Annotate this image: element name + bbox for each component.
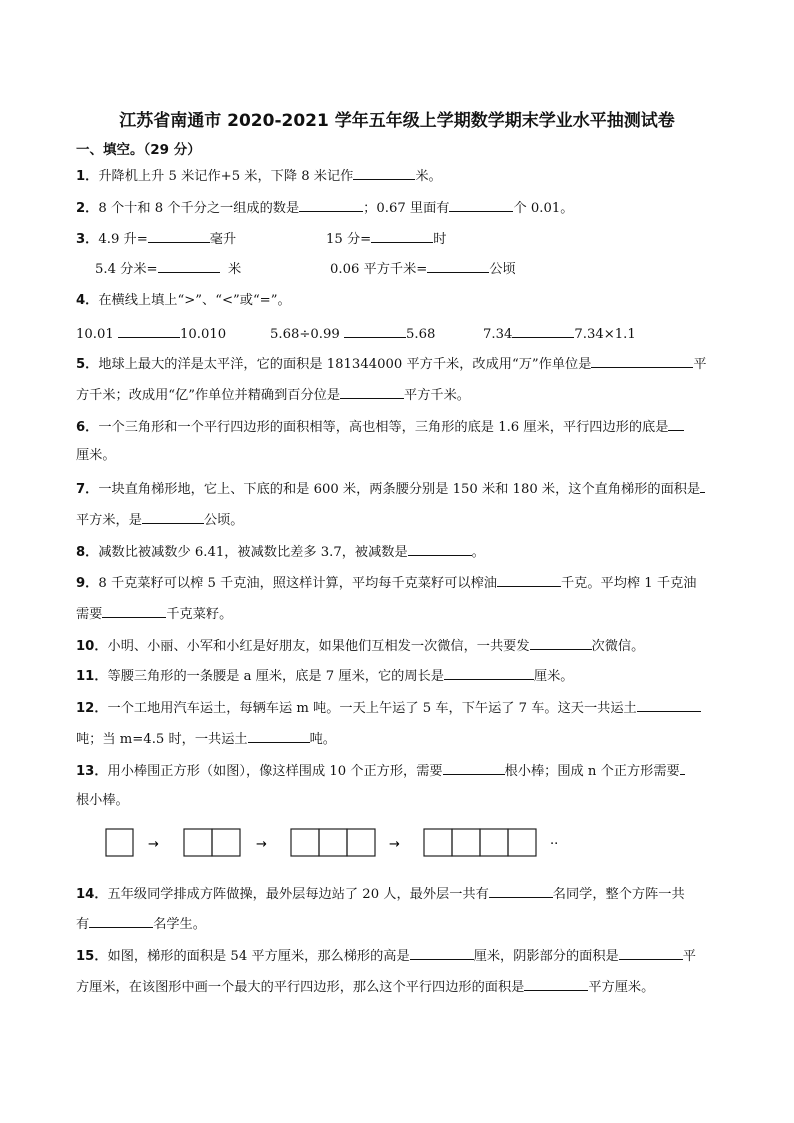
question-4-compare-3 bbox=[483, 324, 636, 344]
stick-squares-figure bbox=[104, 826, 584, 862]
answer-blank[interactable] bbox=[512, 324, 574, 338]
compare-right: 7.34×1.1 bbox=[574, 327, 636, 342]
question-text: 等腰三角形的一条腰是 a 厘米，底是 7 厘米，它的周长是 bbox=[107, 669, 444, 684]
answer-blank[interactable] bbox=[340, 385, 404, 399]
question-text: ；0.67 里面有 bbox=[363, 201, 450, 216]
question-text: 厘米。 bbox=[533, 669, 574, 684]
question-text: 一个三角形和一个平行四边形的面积相等，高也相等，三角形的底是 1.6 厘米，平行四边形的底是 bbox=[98, 420, 669, 435]
compare-right: 10.010 bbox=[179, 327, 227, 342]
question-text: 8 千克菜籽可以榨 5 千克油，照这样计算，平均每千克菜籽可以榨油 bbox=[98, 576, 497, 591]
question-number: 12． bbox=[76, 701, 108, 716]
square-stage-1 bbox=[106, 829, 133, 856]
question-text: 厘米，阴影部分的面积是 bbox=[473, 949, 619, 964]
question-text: 8 个十和 8 个千分之一组成的数是 bbox=[98, 201, 300, 216]
question-text: 平 bbox=[682, 949, 696, 964]
answer-blank[interactable] bbox=[371, 229, 433, 243]
question-11 bbox=[76, 666, 573, 686]
question-text: 时 bbox=[433, 232, 447, 247]
answer-blank[interactable] bbox=[148, 229, 210, 243]
answer-blank[interactable] bbox=[497, 573, 561, 587]
answer-blank[interactable] bbox=[591, 354, 693, 368]
answer-blank[interactable] bbox=[680, 761, 685, 775]
answer-blank[interactable] bbox=[427, 259, 489, 273]
question-text: 需要 bbox=[76, 607, 103, 622]
compare-left: 7.34 bbox=[483, 327, 513, 342]
question-text: 次微信。 bbox=[591, 639, 645, 654]
answer-blank[interactable] bbox=[353, 166, 415, 180]
answer-blank[interactable] bbox=[619, 946, 683, 960]
question-text: 地球上最大的洋是太平洋，它的面积是 181344000 平方千米，改成用“万”作单位是 bbox=[98, 357, 592, 372]
question-text: 方厘米，在该图形中画一个最大的平行四边形，那么这个平行四边形的面积是 bbox=[76, 980, 525, 995]
answer-blank[interactable] bbox=[489, 884, 553, 898]
question-number: 9． bbox=[76, 576, 99, 591]
question-number: 8． bbox=[76, 545, 99, 560]
question-text: 五年级同学排成方阵做操，最外层每边站了 20 人，最外层一共有 bbox=[107, 887, 489, 902]
answer-blank[interactable] bbox=[89, 914, 153, 928]
question-number: 13． bbox=[76, 764, 108, 779]
question-text: 千克。平均榨 1 千克油 bbox=[560, 576, 697, 591]
compare-right: 5.68 bbox=[405, 327, 436, 342]
answer-blank[interactable] bbox=[410, 946, 474, 960]
square-stage-3c bbox=[347, 829, 375, 856]
question-text: 名学生。 bbox=[153, 917, 206, 932]
question-text: 公顷。 bbox=[203, 513, 244, 528]
arrow-icon: → bbox=[256, 837, 267, 852]
question-number: 11． bbox=[76, 669, 108, 684]
answer-blank[interactable] bbox=[248, 729, 310, 743]
question-text: 平方米，是 bbox=[76, 513, 142, 528]
arrow-icon: → bbox=[389, 837, 400, 852]
question-10 bbox=[76, 636, 644, 656]
question-5 bbox=[76, 354, 707, 374]
answer-blank[interactable] bbox=[142, 510, 204, 524]
question-15-cont bbox=[76, 977, 654, 997]
answer-blank[interactable] bbox=[299, 198, 363, 212]
question-number: 10． bbox=[76, 639, 108, 654]
question-text: 平方千米。 bbox=[404, 388, 470, 403]
question-text: 厘米。 bbox=[76, 448, 116, 463]
question-text: 减数比被减数少 6.41，被减数比差多 3.7，被减数是 bbox=[98, 545, 408, 560]
exam-title: 江苏省南通市 2020-2021 学年五年级上学期数学期末学业水平抽测试卷 bbox=[119, 111, 675, 131]
question-text: 在横线上填上“>”、“<”或“=”。 bbox=[98, 293, 291, 308]
square-stage-4c bbox=[480, 829, 508, 856]
question-6 bbox=[76, 417, 684, 437]
section-fill-in: 一、填空。（29 分） bbox=[76, 142, 201, 158]
question-text: 吨；当 m=4.5 时，一共运土 bbox=[76, 732, 248, 747]
question-text: 一个工地用汽车运土，每辆车运 m 吨。一天上午运了 5 车，下午运了 7 车。这天一共运土 bbox=[107, 701, 637, 716]
question-9-cont bbox=[76, 604, 232, 624]
question-number: 1． bbox=[76, 169, 99, 184]
question-3-item-d bbox=[330, 259, 516, 279]
question-7 bbox=[76, 479, 705, 499]
question-3-item-b bbox=[326, 229, 446, 249]
question-text: 千克菜籽。 bbox=[166, 607, 233, 622]
question-4 bbox=[76, 292, 291, 310]
question-text: 毫升 bbox=[209, 232, 237, 247]
question-text: 平方厘米。 bbox=[588, 980, 655, 995]
question-text: 名同学，整个方阵一共 bbox=[552, 887, 685, 902]
question-9 bbox=[76, 573, 696, 593]
answer-blank[interactable] bbox=[344, 324, 406, 338]
question-3-row-2 bbox=[95, 259, 241, 279]
square-stage-3b bbox=[319, 829, 347, 856]
question-2 bbox=[76, 198, 573, 218]
answer-blank[interactable] bbox=[524, 977, 588, 991]
question-text: 米 bbox=[227, 262, 242, 277]
question-3-row-1 bbox=[76, 229, 236, 249]
question-12 bbox=[76, 698, 701, 718]
question-4-compare-2 bbox=[270, 324, 435, 344]
answer-blank[interactable] bbox=[637, 698, 701, 712]
question-1 bbox=[76, 166, 442, 186]
answer-blank[interactable] bbox=[408, 542, 472, 556]
question-text: 4.9 升= bbox=[98, 232, 148, 247]
question-12-cont bbox=[76, 729, 336, 749]
square-stage-4b bbox=[452, 829, 480, 856]
question-text: 米。 bbox=[415, 169, 442, 184]
question-text: 。 bbox=[471, 545, 485, 560]
square-stage-2b bbox=[212, 829, 240, 856]
question-text: 方千米；改成用“亿”作单位并精确到百分位是 bbox=[76, 388, 341, 403]
question-text: 0.06 平方千米= bbox=[330, 262, 428, 277]
question-number: 4． bbox=[76, 293, 99, 308]
compare-left: 10.01 bbox=[76, 327, 114, 342]
answer-blank[interactable] bbox=[449, 198, 513, 212]
square-stage-3a bbox=[291, 829, 319, 856]
question-14 bbox=[76, 884, 685, 904]
question-7-cont bbox=[76, 510, 244, 530]
question-text: 个 0.01。 bbox=[513, 201, 574, 216]
question-text: 一块直角梯形地，它上、下底的和是 600 米，两条腰分别是 150 米和 180 米，这个直角梯形的面积是 bbox=[98, 482, 701, 497]
question-text: 吨。 bbox=[309, 732, 336, 747]
compare-left: 5.68÷0.99 bbox=[270, 327, 340, 342]
question-text: 有 bbox=[76, 917, 90, 932]
question-13-cont bbox=[76, 792, 129, 810]
answer-blank[interactable] bbox=[444, 666, 534, 680]
answer-blank[interactable] bbox=[118, 324, 180, 338]
question-number: 14． bbox=[76, 887, 108, 902]
question-text: 公顷 bbox=[489, 262, 516, 277]
question-number: 7． bbox=[76, 482, 99, 497]
question-number: 6． bbox=[76, 420, 99, 435]
ellipsis-mark: ·· bbox=[550, 837, 559, 852]
question-number: 3． bbox=[76, 232, 99, 247]
question-4-compare-1 bbox=[76, 324, 226, 344]
square-stage-4a bbox=[424, 829, 452, 856]
question-14-cont bbox=[76, 914, 206, 934]
square-stage-2a bbox=[184, 829, 212, 856]
question-number: 2． bbox=[76, 201, 99, 216]
question-text: 平 bbox=[693, 357, 707, 372]
question-text: 升降机上升 5 米记作+5 米，下降 8 米记作 bbox=[98, 169, 354, 184]
question-13 bbox=[76, 761, 685, 781]
question-text: 如图，梯形的面积是 54 平方厘米，那么梯形的高是 bbox=[107, 949, 410, 964]
question-number: 5． bbox=[76, 357, 99, 372]
answer-blank[interactable] bbox=[668, 417, 684, 431]
question-text: 15 分= bbox=[326, 232, 372, 247]
question-number: 15． bbox=[76, 949, 108, 964]
question-5-cont bbox=[76, 385, 470, 405]
question-8 bbox=[76, 542, 485, 562]
answer-blank[interactable] bbox=[530, 636, 592, 650]
square-stage-4d bbox=[508, 829, 536, 856]
question-text: 根小棒；围成 n 个正方形需要 bbox=[504, 764, 680, 779]
answer-blank[interactable] bbox=[700, 479, 705, 493]
arrow-icon: → bbox=[148, 837, 159, 852]
question-text: 根小棒。 bbox=[76, 793, 129, 808]
question-15 bbox=[76, 946, 696, 966]
answer-blank[interactable] bbox=[158, 259, 220, 273]
question-text: 用小棒围正方形（如图），像这样围成 10 个正方形，需要 bbox=[107, 764, 443, 779]
answer-blank[interactable] bbox=[443, 761, 505, 775]
question-text: 5.4 分米= bbox=[95, 262, 158, 277]
question-6-cont bbox=[76, 447, 116, 465]
answer-blank[interactable] bbox=[102, 604, 166, 618]
question-text: 小明、小丽、小军和小红是好朋友，如果他们互相发一次微信，一共要发 bbox=[107, 639, 530, 654]
